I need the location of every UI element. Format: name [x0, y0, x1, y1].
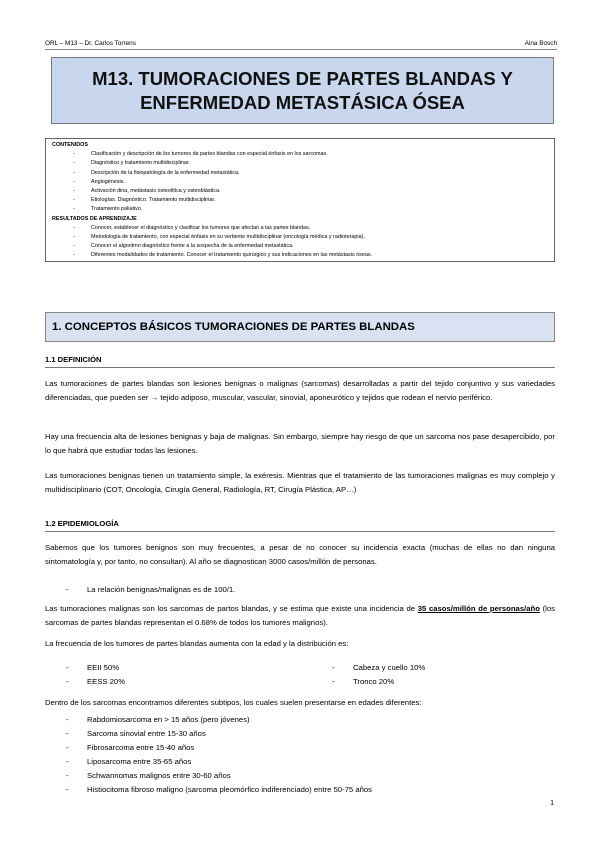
subsection-divider	[45, 367, 555, 368]
paragraph: Las tumoraciones benignas tienen un tratamiento simple, la exéresis. Mientras que el tratamiento de las tumoraciones malignas es muy complejo y multidisciplinario (COT, Oncología, Cirugía General, Radiología, RT, Cirugía Plástica, AP…)	[45, 471, 555, 495]
contents-box	[45, 138, 555, 262]
paragraph: Dentro de los sarcomas encontramos diferentes subtipos, los cuales suelen presentarse en edades diferentes:	[45, 698, 422, 707]
section-1-title: 1. CONCEPTOS BÁSICOS TUMORACIONES DE PARTES BLANDAS	[52, 321, 415, 333]
list-item: - Angiogénesis.	[52, 178, 554, 187]
header-right: Aina Bosch	[524, 40, 557, 47]
paragraph: Las tumoraciones de partes blandas son lesiones benignas o malignas (sarcomas) desarrolladas a partir del tejido conjuntivo y sus variedades diferenciadas, que pueden ser → tejido adiposo, muscular, vascular, sinovial, aponeurótico y tejidos que rodean el nervio periférico.	[45, 379, 555, 403]
results-list	[52, 224, 554, 261]
list-item: - Clasificación y descripción de los tumores de partes blandas con especial énfasis en los sarcomas.	[52, 150, 554, 159]
list-item: - Conocer el algoritmo diagnóstico frente a la sospecha de la enfermedad metastática.	[52, 242, 554, 251]
subsection-1-1-title: 1.1 DEFINICIÓN	[45, 355, 102, 364]
section-1-heading	[45, 312, 555, 342]
page-header	[45, 40, 557, 47]
document-title-box	[51, 57, 554, 124]
list-item: - Metodología de tratamiento, con especial énfasis en su vertiente multidisciplinar (oncología médica y radioterapia).	[52, 233, 554, 242]
paragraph: Hay una frecuencia alta de lesiones benignas y baja de malignas. Sin embargo, siempre hay riesgo de que un sarcoma nos pase desapercibido, por lo que habrá que estudiar todas las lesiones.	[45, 432, 555, 456]
list-item: - Activación dina, metástasis osteolítica y osteoblástica.	[52, 187, 554, 196]
paragraph: Sabemos que los tumores benignos son muy frecuentes, a pesar de no conocer su incidencia exacta (muchas de ellas no dan ninguna sintomatología y, por tanto, no consultan). Al año se diagnostican 3000 casos/millón de personas.	[45, 543, 555, 567]
contents-heading: CONTENIDOS	[52, 142, 88, 148]
subsection-1-2-title: 1.2 EPIDEMIOLOGÍA	[45, 519, 119, 528]
paragraph: La frecuencia de los tumores de partes blandas aumenta con la edad y la distribución es:	[45, 639, 349, 648]
page-number: 1	[550, 800, 554, 807]
header-left: ORL – M13 – Dr. Carlos Torrens	[45, 40, 136, 47]
results-heading: RESULTADOS DE APRENDIZAJE	[52, 215, 137, 222]
list-item: - Conocer, establecer el diagnóstico y clasificar los tumores que afectan a las partes blandas.	[52, 224, 554, 233]
list-item: - Diagnóstico y tratamiento multidisciplinar.	[52, 159, 554, 168]
contents-list	[52, 150, 554, 214]
title-line-1: M13. TUMORACIONES DE PARTES BLANDAS Y	[92, 67, 513, 89]
paragraph: Las tumoraciones malignas son los sarcomas de partos blandas, y se estima que existe una incidencia de 35 casos/millón de personas/año (los sarcomas de partes blandas representan el 0.68% de todos los tumores malignos).	[45, 604, 555, 628]
header-divider	[45, 49, 557, 50]
subsection-divider	[45, 531, 555, 532]
underlined-incidence: 35 casos/millón de personas/año	[417, 604, 540, 613]
list-item: - Etiologías. Diagnóstico. Tratamiento multidisciplinar.	[52, 196, 554, 205]
list-item: - Tratamiento paliativo.	[52, 205, 554, 214]
title-line-2: ENFERMEDAD METASTÁSICA ÓSEA	[140, 91, 465, 113]
list-item: - Descripción de la fisiopatología de la enfermedad metastática.	[52, 169, 554, 178]
list-item: - Diferentes modalidades de tratamiento. Conocer el tratamiento quirúrgico y sus indicaciones en las metástasis óseas.	[52, 251, 554, 260]
